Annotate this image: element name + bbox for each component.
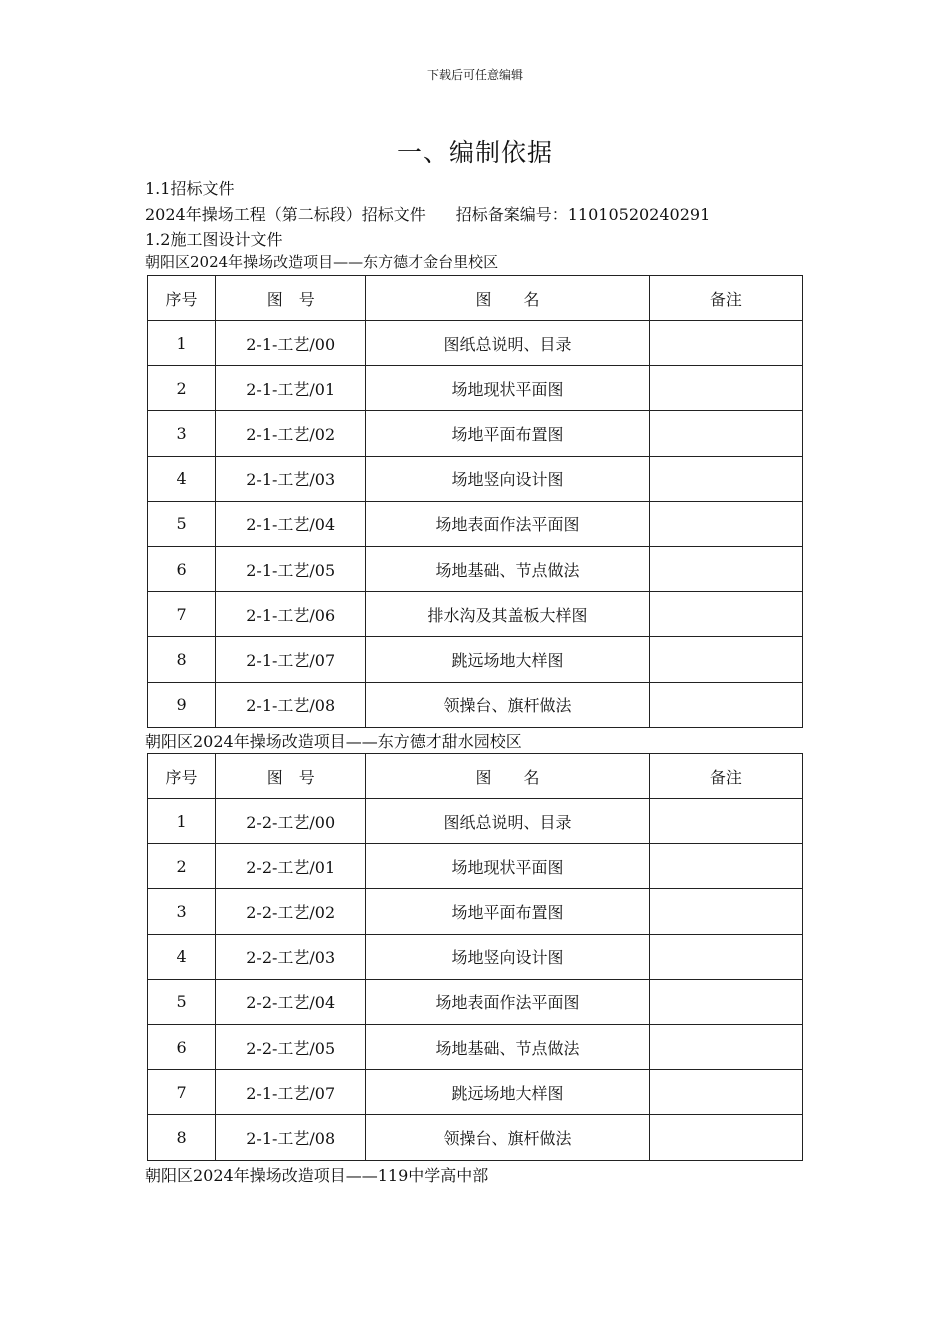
- cell-note: [649, 1115, 802, 1160]
- cell-no: 4: [148, 456, 216, 501]
- section-title: 一、编制依据: [396, 138, 553, 167]
- project-2-title: 朝阳区2024年操场改造项目——东方德才甜水园校区: [145, 732, 522, 751]
- cell-drawing-code: 2-1-工艺/07: [216, 637, 366, 682]
- table-row: [148, 321, 803, 366]
- cell-drawing-name: 图纸总说明、目录: [366, 321, 649, 366]
- header-code: 图 号: [216, 276, 366, 321]
- cell-note: [649, 682, 802, 727]
- header-no: 序号: [148, 754, 216, 799]
- cell-no: 9: [148, 682, 216, 727]
- table-row: [148, 637, 803, 682]
- table-row: [148, 979, 803, 1024]
- cell-drawing-code: 2-1-工艺/06: [216, 592, 366, 637]
- cell-drawing-name: 排水沟及其盖板大样图: [366, 592, 649, 637]
- cell-drawing-code: 2-1-工艺/02: [216, 411, 366, 456]
- cell-note: [649, 979, 802, 1024]
- cell-drawing-code: 2-2-工艺/05: [216, 1024, 366, 1069]
- cell-drawing-code: 2-2-工艺/02: [216, 889, 366, 934]
- cell-no: 8: [148, 1115, 216, 1160]
- section-1-1-heading: 1.1招标文件: [145, 179, 235, 198]
- cell-no: 5: [148, 979, 216, 1024]
- cell-no: 1: [148, 321, 216, 366]
- table-header-row: [148, 754, 803, 799]
- table-row: [148, 682, 803, 727]
- cell-no: 2: [148, 366, 216, 411]
- header-name: 图 名: [366, 276, 649, 321]
- cell-drawing-code: 2-1-工艺/08: [216, 682, 366, 727]
- cell-drawing-name: 图纸总说明、目录: [366, 799, 649, 844]
- tender-doc-line: [145, 202, 710, 225]
- cell-note: [649, 592, 802, 637]
- cell-no: 1: [148, 799, 216, 844]
- table-row: [148, 592, 803, 637]
- table-row: [148, 456, 803, 501]
- cell-note: [649, 637, 802, 682]
- cell-drawing-code: 2-1-工艺/07: [216, 1070, 366, 1115]
- cell-note: [649, 889, 802, 934]
- table-row: [148, 1024, 803, 1069]
- cell-drawing-code: 2-1-工艺/00: [216, 321, 366, 366]
- table-row: [148, 1070, 803, 1115]
- cell-drawing-name: 领操台、旗杆做法: [366, 682, 649, 727]
- table-row: [148, 934, 803, 979]
- drawing-table-1: [147, 275, 803, 728]
- cell-note: [649, 799, 802, 844]
- cell-drawing-name: 场地现状平面图: [366, 844, 649, 889]
- header-note: 下载后可任意编辑: [426, 68, 523, 82]
- cell-drawing-name: 场地竖向设计图: [366, 456, 649, 501]
- cell-no: 6: [148, 546, 216, 591]
- project-1-title: 朝阳区2024年操场改造项目——东方德才金台里校区: [145, 253, 499, 271]
- table-row: [148, 501, 803, 546]
- cell-drawing-name: 场地表面作法平面图: [366, 501, 649, 546]
- cell-note: [649, 934, 802, 979]
- table-row: [148, 411, 803, 456]
- cell-drawing-name: 场地平面布置图: [366, 411, 649, 456]
- cell-drawing-code: 2-1-工艺/05: [216, 546, 366, 591]
- cell-no: 6: [148, 1024, 216, 1069]
- header-note: 备注: [649, 276, 802, 321]
- table-row: [148, 844, 803, 889]
- cell-drawing-name: 场地表面作法平面图: [366, 979, 649, 1024]
- section-1-2-heading: 1.2施工图设计文件: [145, 230, 283, 249]
- cell-no: 4: [148, 934, 216, 979]
- cell-note: [649, 321, 802, 366]
- cell-note: [649, 844, 802, 889]
- cell-note: [649, 456, 802, 501]
- header-code: 图 号: [216, 754, 366, 799]
- table-row: [148, 546, 803, 591]
- cell-note: [649, 1024, 802, 1069]
- filing-number: 招标备案编号：11010520240291: [455, 205, 711, 224]
- cell-drawing-code: 2-2-工艺/01: [216, 844, 366, 889]
- cell-drawing-code: 2-1-工艺/03: [216, 456, 366, 501]
- cell-drawing-code: 2-2-工艺/00: [216, 799, 366, 844]
- cell-drawing-code: 2-1-工艺/04: [216, 501, 366, 546]
- table-header-row: [148, 276, 803, 321]
- cell-no: 3: [148, 411, 216, 456]
- cell-note: [649, 546, 802, 591]
- cell-drawing-name: 场地基础、节点做法: [366, 1024, 649, 1069]
- cell-note: [649, 501, 802, 546]
- cell-drawing-name: 领操台、旗杆做法: [366, 1115, 649, 1160]
- header-no: 序号: [148, 276, 216, 321]
- cell-drawing-name: 场地平面布置图: [366, 889, 649, 934]
- drawing-table-2: [147, 753, 803, 1161]
- cell-drawing-name: 跳远场地大样图: [366, 637, 649, 682]
- cell-no: 8: [148, 637, 216, 682]
- cell-drawing-code: 2-1-工艺/08: [216, 1115, 366, 1160]
- tender-doc-name: 2024年操场工程（第二标段）招标文件: [145, 205, 426, 224]
- cell-drawing-code: 2-2-工艺/04: [216, 979, 366, 1024]
- cell-drawing-code: 2-2-工艺/03: [216, 934, 366, 979]
- cell-drawing-code: 2-1-工艺/01: [216, 366, 366, 411]
- cell-no: 2: [148, 844, 216, 889]
- project-3-title: 朝阳区2024年操场改造项目——119中学高中部: [145, 1166, 489, 1185]
- cell-no: 7: [148, 1070, 216, 1115]
- table-row: [148, 1115, 803, 1160]
- cell-note: [649, 366, 802, 411]
- cell-drawing-name: 场地现状平面图: [366, 366, 649, 411]
- table-row: [148, 366, 803, 411]
- cell-drawing-name: 场地基础、节点做法: [366, 546, 649, 591]
- cell-drawing-name: 跳远场地大样图: [366, 1070, 649, 1115]
- cell-note: [649, 1070, 802, 1115]
- header-name: 图 名: [366, 754, 649, 799]
- cell-drawing-name: 场地竖向设计图: [366, 934, 649, 979]
- drawing-table-2-body: [148, 799, 803, 1161]
- cell-no: 3: [148, 889, 216, 934]
- drawing-table-1-body: [148, 321, 803, 728]
- header-note: 备注: [649, 754, 802, 799]
- cell-no: 5: [148, 501, 216, 546]
- table-row: [148, 799, 803, 844]
- table-row: [148, 889, 803, 934]
- cell-note: [649, 411, 802, 456]
- cell-no: 7: [148, 592, 216, 637]
